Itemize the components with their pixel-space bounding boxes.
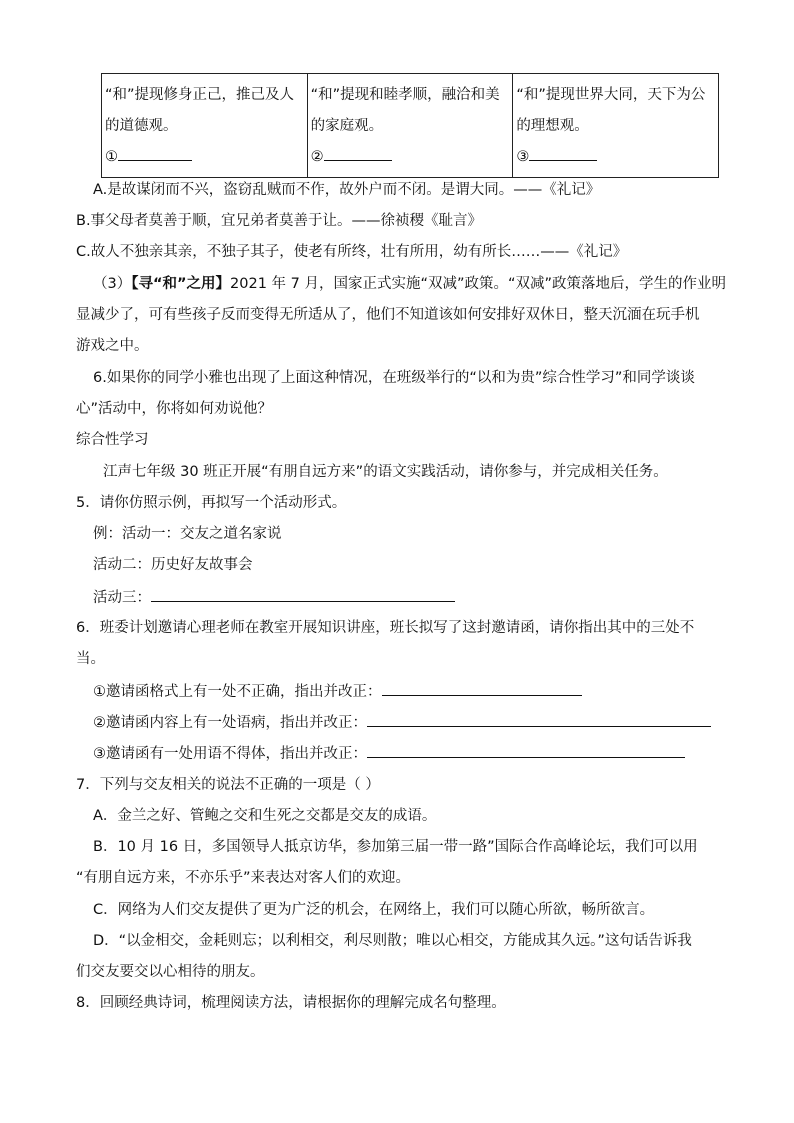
blank-label: ① bbox=[105, 149, 118, 165]
answer-blank[interactable] bbox=[529, 146, 597, 161]
table-cell-3 bbox=[513, 74, 719, 178]
q7-option-a: A．金兰之好、管鲍之交和生死之交都是交友的成语。 bbox=[93, 808, 437, 824]
q5-activity3 bbox=[93, 587, 455, 608]
q6b-line2: 当。 bbox=[76, 651, 105, 667]
cell-text: “和”提现和睦孝顺，融洽和美的家庭观。 bbox=[310, 87, 500, 134]
item2-answer-blank[interactable] bbox=[367, 712, 711, 727]
q3-line3: 游戏之中。 bbox=[76, 338, 149, 354]
q7-option-d-line2: 们交友要交以心相待的朋友。 bbox=[76, 964, 265, 980]
blank-label: ② bbox=[310, 149, 324, 165]
intro-text: 江声七年级 30 班正开展“有朋自远方来”的语文实践活动，请你参与，并完成相关任务。 bbox=[103, 464, 668, 480]
q6b-item1 bbox=[93, 681, 582, 702]
q7-option-c: C．网络为人们交友提供了更为广泛的机会，在网络上，我们可以随心所欲，畅所欲言。 bbox=[93, 902, 655, 918]
q6b-line1: 6．班委计划邀请心理老师在教室开展知识讲座，班长拟写了这封邀请函，请你指出其中的三处不 bbox=[76, 620, 695, 636]
cell-text: “和”提现世界大同，天下为公的理想观。 bbox=[516, 87, 706, 134]
q3-title: 【寻“和”之用】 bbox=[131, 276, 231, 292]
q6b-item1-label: ①邀请函格式上有一处不正确，指出并改正： bbox=[93, 684, 382, 700]
q6b-item3 bbox=[93, 743, 685, 764]
q3-prefix: （3） bbox=[93, 276, 132, 292]
q7-stem: 7．下列与交友相关的说法不正确的一项是（ ） bbox=[76, 777, 380, 793]
q6a-line1: 6.如果你的同学小雅也出现了上面这种情况，在班级举行的“以和为贵”综合性学习”和同学谈谈 bbox=[93, 370, 695, 386]
matching-table bbox=[101, 73, 719, 178]
option-a: A.是故谋闭而不兴，盗窃乱贼而不作，故外户而不闭。是谓大同。——《礼记》 bbox=[93, 182, 601, 198]
q7-option-b-line2: “有朋自远方来，不亦乐乎”来表达对客人们的欢迎。 bbox=[76, 870, 411, 886]
q7-option-b-line1: B．10 月 16 日，多国领导人抵京访华，参加第三届一带一路”国际合作高峰论坛，我们可以用 bbox=[93, 839, 698, 855]
table-cell-2 bbox=[307, 74, 513, 178]
answer-blank[interactable] bbox=[324, 146, 392, 161]
q5-stem: 5．请你仿照示例，再拟写一个活动形式。 bbox=[76, 495, 347, 511]
q6b-item3-label: ③邀请函有一处用语不得体，指出并改正： bbox=[93, 746, 367, 762]
q6b-item2-label: ②邀请函内容上有一处语病，指出并改正： bbox=[93, 715, 367, 731]
blank-label: ③ bbox=[516, 149, 530, 165]
q5-example: 例：活动一：交友之道名家说 bbox=[93, 526, 282, 542]
item3-answer-blank[interactable] bbox=[367, 743, 685, 758]
table-cell-1 bbox=[102, 74, 308, 178]
q3-line2: 显减少了，可有些孩子反而变得无所适从了，他们不知道该如何安排好双休日，整天沉湎在玩手机 bbox=[76, 307, 700, 323]
option-c: C.故人不独亲其亲，不独子其子，使老有所终，壮有所用，幼有所长……——《礼记》 bbox=[76, 244, 628, 260]
answer-blank[interactable] bbox=[118, 146, 192, 161]
q7-option-d-line1: D．“以金相交，金耗则忘；以利相交，利尽则散；唯以心相交，方能成其久远。”这句话告诉我 bbox=[93, 933, 692, 949]
option-b: B.事父母者莫善于顺，宜兄弟者莫善于让。——徐祯稷《耻言》 bbox=[76, 213, 483, 229]
q3-text: 2021 年 7 月，国家正式实施“双减”政策。“双减”政策落地后，学生的作业明 bbox=[230, 276, 727, 292]
q3-line1 bbox=[93, 274, 726, 294]
q6b-item2 bbox=[93, 712, 711, 733]
cell-text: “和”提现修身正己，推己及人的道德观。 bbox=[105, 87, 295, 134]
item1-answer-blank[interactable] bbox=[382, 681, 582, 696]
activity3-answer-blank[interactable] bbox=[151, 587, 455, 602]
section-title: 综合性学习 bbox=[76, 432, 149, 448]
q5-activity3-label: 活动三： bbox=[93, 590, 151, 606]
q6a-line2: 心”活动中，你将如何劝说他？ bbox=[76, 401, 273, 417]
q5-activity2: 活动二：历史好友故事会 bbox=[93, 557, 253, 573]
q8-stem: 8．回顾经典诗词，梳理阅读方法，请根据你的理解完成名句整理。 bbox=[76, 995, 506, 1011]
